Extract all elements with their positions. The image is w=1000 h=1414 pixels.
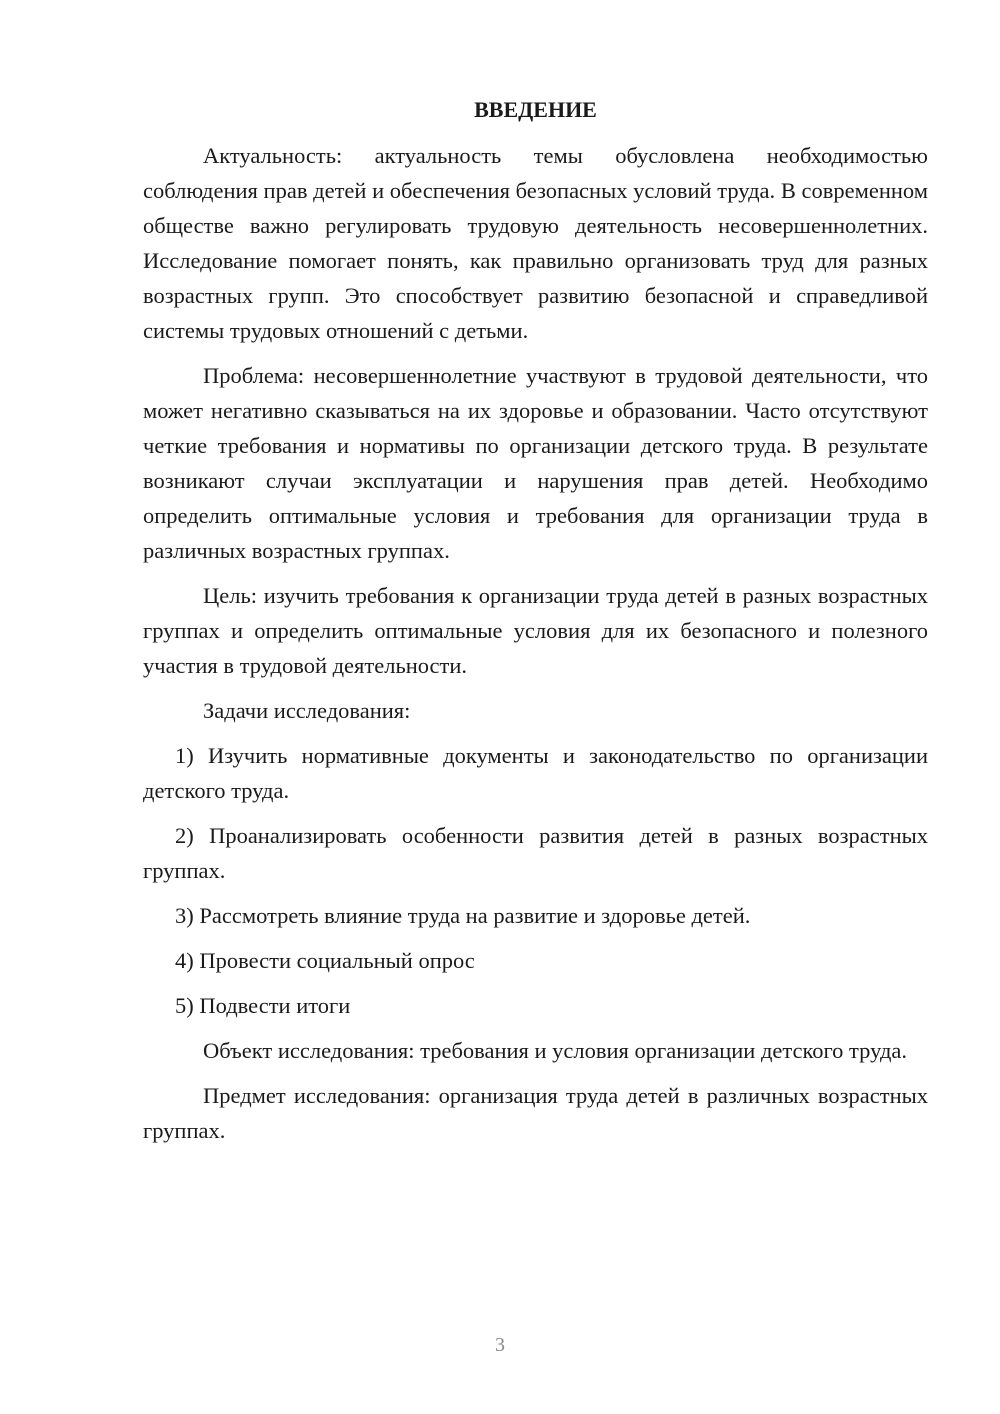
page-number: 3 [495, 1334, 505, 1356]
subject-paragraph: Предмет исследования: организация труда детей в различных возрастных группах. [143, 1083, 928, 1143]
page-title: ВВЕДЕНИЕ [474, 97, 597, 122]
relevance-paragraph: Актуальность: актуальность темы обусловлена необходимостью соблюдения прав детей и обеспечения безопасных условий труда. В современном обществе важно регулировать трудовую деятельность несовершеннолетних. Исследование помогает понять, как правильно организовать труд для разных возрастных групп. Это способствует развитию безопасной и справедливой системы трудовых отношений с детьми. [143, 143, 928, 343]
task-item-2: 2) Проанализировать особенности развития детей в разных возрастных группах. [143, 823, 928, 883]
page-content [143, 95, 928, 1158]
task-item-1: 1) Изучить нормативные документы и законодательство по организации детского труда. [143, 743, 928, 803]
task-item-5: 5) Подвести итоги [175, 993, 351, 1018]
object-paragraph: Объект исследования: требования и условия организации детского труда. [203, 1038, 908, 1063]
tasks-heading: Задачи исследования: [203, 698, 411, 723]
task-item-3: 3) Рассмотреть влияние труда на развитие и здоровье детей. [175, 903, 751, 928]
goal-paragraph: Цель: изучить требования к организации труда детей в разных возрастных группах и определить оптимальные условия для их безопасного и полезного участия в трудовой деятельности. [143, 583, 928, 678]
task-item-4: 4) Провести социальный опрос [175, 948, 475, 973]
problem-paragraph: Проблема: несовершеннолетние участвуют в трудовой деятельности, что может негативно сказываться на их здоровье и образовании. Часто отсутствуют четкие требования и нормативы по организации детского труда. В результате возникают случаи эксплуатации и нарушения прав детей. Необходимо определить оптимальные условия и требования для организации труда в различных возрастных группах. [143, 363, 928, 563]
